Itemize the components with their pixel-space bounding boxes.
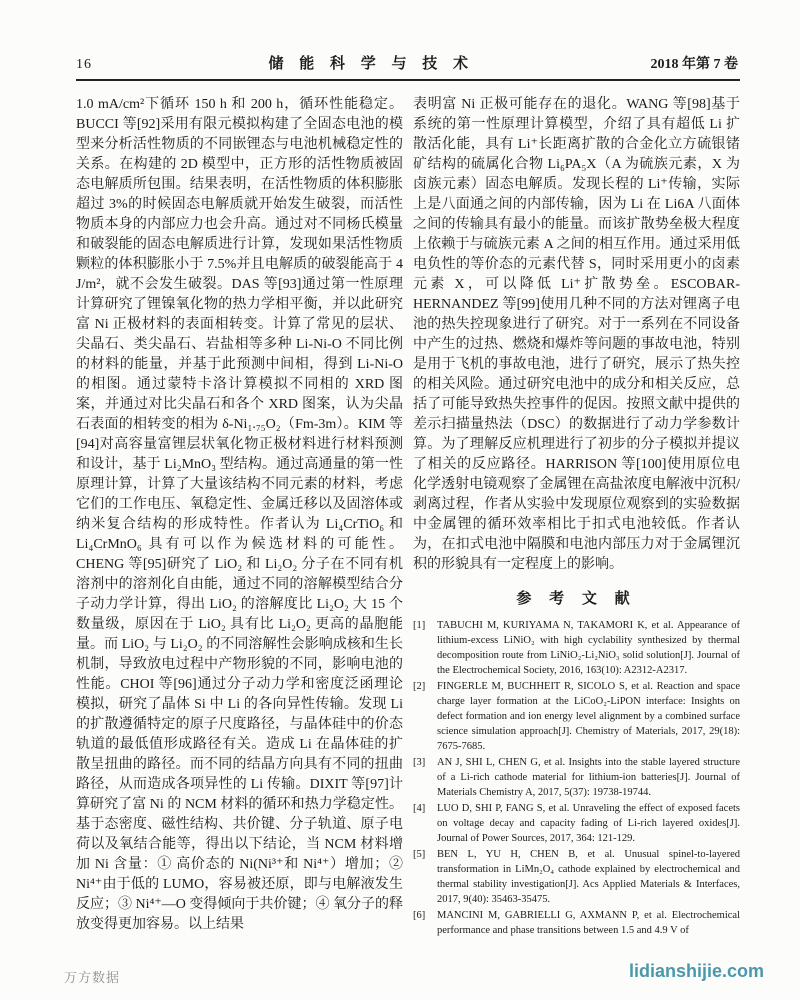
reference-number: [1] [413, 620, 426, 631]
left-column [76, 95, 403, 939]
journal-title: 储 能 科 学 与 技 术 [268, 56, 474, 72]
reference-text: BEN L, YU H, CHEN B, et al. Unusual spinel-to-layered transformation in LiMn₂O₄ cathode explained by electrochemical and thermal stability investigation[J]. Acs Applied Materials & Interfaces, 2017, 9(40): 35463-35475. [437, 849, 740, 905]
references-heading: 参 考 文 献 [516, 591, 637, 607]
wanfang-watermark: 万方数据 [64, 970, 121, 985]
two-column-body [0, 79, 800, 939]
body-text-left: 1.0 mA/cm²下循环 150 h 和 200 h，循环性能稳定。BUCCI 等[92]采用有限元模拟构建了全固态电池的模型来分析活性物质的不同嵌锂态与电池机械稳定性的关系。在构建的 2D 模型中，正方形的活性物质被固态电解质所包围。结果表明，在活性物质的体积膨胀超过 3%的时候固态电解质就开始发生破裂，而活性物质本身的内部应力也会升高。通过对不同杨氏模量和破裂能的固态电解质进行计算，发现如果活性物质颗粒的体积膨胀小于 7.5%并且电解质的破裂能高于 4 J/m²，就不会发生破裂。DAS 等[93]通过第一性原理计算研究了锂镍氧化物的热力学相平衡，并以此研究富 Ni 正极材料的表面相转变。计算了常见的层状、尖晶石、类尖晶石、岩盐相等多种 Li-Ni-O 不同比例的材料的能量，并基于此预测中间相，得到 Li-Ni-O 的相图。通过蒙特卡洛计算模拟不同相的 XRD 图案，并通过对比尖晶石和各个 XRD 图案，认为尖晶石表面的相转变的相为 δ-Ni₁.₇₅O₂（Fm-3m）。KIM 等[94]对高容量富锂层状氧化物正极材料进行材料预测和设计，基于 Li₂MnO₃ 型结构。通过高通量的第一性原理计算，计算了大量该结构不同元素的材料，考虑它们的工作电压、氧稳定性、金属迁移以及固溶体或纳米复合结构的形成特性。作者认为 Li₄CrTiO₆ 和 Li₄CrMnO₆ 具有可以作为候选材料的可能性。CHENG 等[95]研究了 LiO₂ 和 Li₂O₂ 分子在不同有机溶剂中的溶剂化自由能，通过不同的溶解模型结合分子动力学计算，得出 LiO₂ 的溶解度比 Li₂O₂ 大 15 个数量级，原因在于 LiO₂ 具有比 Li₂O₂ 更高的晶胞能量。而 LiO₂ 与 Li₂O₂ 的不同溶解性会影响成核和生长机制，导致放电过程中产物形貌的不同，影响电池的性能。CHOI 等[96]通过分子动力学和密度泛函理论模拟，研究了晶体 Si 中 Li 的各向异性传输。发现 Li 的扩散遵循特定的原子尺度路径，与晶体硅中的价态轨道的最低值形成路径有关。造成 Li 在晶体硅的扩散呈扭曲的路径。而不同的结晶方向具有不同的扭曲路径，从而造成各项异性的 Li 传输。DIXIT 等[97]计算研究了富 Ni 的 NCM 材料的循环和热力学稳定性。基于态密度、磁性结构、共价键、分子轨道、原子电荷以及氧结合能等，得出以下结论，当 NCM 材料增加 Ni 含量：① 高价态的 Ni(Ni³⁺和 Ni⁴⁺）增加；② Ni⁴⁺由于低的 LUMO，容易被还原，即与电解液发生反应；③ Ni⁴⁺—O 变得倾向于共价键；④ 氧分子的释放变得更加容易。以上结果 [76, 97, 403, 932]
volume-info: 2018 年第 7 卷 [650, 57, 738, 72]
reference-text: LUO D, SHI P, FANG S, et al. Unraveling the effect of exposed facets on voltage decay and capacity fading of Li-rich layered oxides[J]. Journal of Power Sources, 2017, 364: 121-129. [437, 803, 740, 844]
reference-item [413, 847, 740, 907]
reference-text: FINGERLE M, BUCHHEIT R, SICOLO S, et al. Reaction and space charge layer formation at the LiCoO₂-LiPON interface: Insights on defect formation and ion energy level alignment by a combined surface science simulation approach[J]. Chemistry of Materials, 2017, 29(18): 7675-7685. [437, 681, 740, 752]
reference-item [413, 801, 740, 846]
site-link[interactable]: lidianshijie.com [628, 961, 764, 981]
reference-item [413, 679, 740, 754]
reference-item [413, 618, 740, 678]
reference-text: MANCINI M, GABRIELLI G, AXMANN P, et al. Electrochemical performance and phase transitions between 1.5 and 4.9 V of [437, 910, 740, 936]
reference-number: [4] [413, 803, 426, 814]
reference-text: TABUCHI M, KURIYAMA N, TAKAMORI K, et al. Appearance of lithium-excess LiNiO₂ with high cyclability synthesized by thermal decomposition route from LiNiO₂-Li₂NiO₃ solid solution[J]. Journal of the Electrochemical Society, 2016, 163(10): A2312-A2317. [437, 620, 740, 676]
page-number: 16 [76, 57, 92, 72]
right-column [413, 95, 740, 939]
reference-item [413, 908, 740, 938]
header-rule [76, 79, 740, 81]
body-text-right: 表明富 Ni 正极可能存在的退化。WANG 等[98]基于系统的第一性原理计算模型，介绍了具有超低 Li 扩散活化能，具有 Li⁺长距离扩散的合金化立方硫银锗矿结构的硫属化合物 Li₆PA₅X（A 为硫族元素，X 为卤族元素）固态电解质。发现长程的 Li⁺传输，实际上是八面通之间的内部传输，因为 Li 在 Li6A 八面体之间的传输具有最小的能量。而该扩散势垒极大程度上依赖于与硫族元素 A 之间的相互作用。通过采用低电负性的等价态的元素代替 S，同时采用更小的卤素元素 X，可以降低 Li⁺扩散势垒。ESCOBAR-HERNANDEZ 等[99]使用几种不同的方法对锂离子电池的热失控现象进行了研究。对于一系列在不同设备中产生的过热、燃烧和爆炸等问题的事故电池，特别是用于飞机的事故电池，进行了研究，展示了热失控的相关风险。通过研究电池中的成分和相关反应，总括了可能导致热失控事件的促因。按照文献中提供的差示扫描量热法（DSC）的数据进行了动力学参数计算。为了理解反应机理进行了初步的分子模拟并提议了相关的反应路径。HARRISON 等[100]使用原位电化学透射电镜观察了金属锂在高盐浓度电解液中沉积/剥离过程，作者从实验中发现原位观察到的实验数据中金属锂的循环效率相比于扣式电池较低。作者认为，在扣式电池中隔膜和电池内部压力对于金属锂沉积的形貌具有一定程度上的影响。 [413, 97, 740, 572]
reference-text: AN J, SHI L, CHEN G, et al. Insights into the stable layered structure of a Li-rich cathode material for lithium-ion batteries[J]. Journal of Materials Chemistry A, 2017, 5(37): 19738-19744. [437, 757, 740, 798]
reference-number: [6] [413, 910, 426, 921]
page-header [0, 0, 800, 79]
reference-number: [2] [413, 681, 426, 692]
reference-number: [5] [413, 849, 426, 860]
reference-item [413, 755, 740, 800]
references-list [413, 618, 740, 938]
reference-number: [3] [413, 757, 426, 768]
